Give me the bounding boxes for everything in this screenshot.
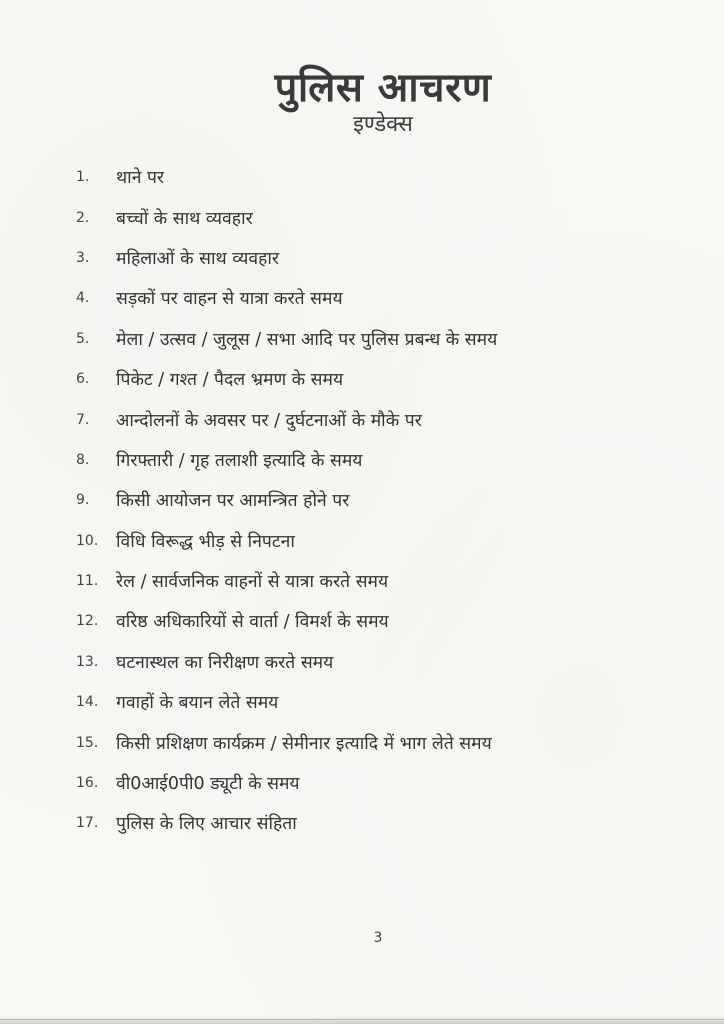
index-item-text: थाने पर: [116, 168, 165, 189]
index-item: [76, 682, 686, 722]
index-item-number: 14.: [76, 694, 99, 711]
index-item-number: 16.: [76, 775, 99, 792]
index-item-number: 5.: [76, 330, 90, 347]
index-item-number: 6.: [76, 371, 90, 388]
index-item: [76, 521, 686, 561]
index-item-text: रेल / सार्वजनिक वाहनों से यात्रा करते समय: [116, 572, 389, 593]
index-item-text: पुलिस के लिए आचार संहिता: [116, 814, 297, 835]
index-item-text: महिलाओं के साथ व्यवहार: [116, 248, 280, 269]
index-item: [76, 763, 686, 803]
page-number: 3: [373, 930, 383, 946]
index-item: [76, 399, 686, 439]
index-item: [76, 359, 686, 399]
index-item: [76, 480, 686, 520]
index-item-text: वी0आई0पी0 ड्यूटी के समय: [116, 774, 300, 795]
index-item: [76, 238, 686, 278]
scan-bottom-edge: [0, 1016, 724, 1024]
index-item-number: 1.: [76, 169, 90, 186]
page-title: पुलिस आचरण: [274, 65, 492, 111]
index-item-number: 15.: [76, 734, 99, 751]
index-item: [76, 642, 686, 682]
index-item-text: सड़कों पर वाहन से यात्रा करते समय: [116, 289, 343, 310]
index-item: [76, 278, 686, 318]
scan-edge-line: [0, 1019, 724, 1020]
index-item: [76, 197, 686, 237]
index-item-number: 12.: [76, 613, 99, 630]
page-subtitle: इण्डेक्स: [353, 112, 413, 137]
index-item: [76, 157, 686, 197]
index-item: [76, 601, 686, 641]
index-item-text: गवाहों के बयान लेते समय: [116, 693, 279, 714]
index-item: [76, 722, 686, 762]
index-item-number: 8.: [76, 451, 90, 468]
index-item-text: किसी प्रशिक्षण कार्यक्रम / सेमीनार इत्यादि में भाग लेते समय: [116, 733, 492, 754]
index-item-text: गिरफ्तारी / गृह तलाशी इत्यादि के समय: [116, 450, 363, 471]
index-item-number: 3.: [76, 249, 90, 266]
index-item: [76, 561, 686, 601]
index-item-text: पिकेट / गश्त / पैदल भ्रमण के समय: [116, 370, 344, 391]
index-item-text: घटनास्थल का निरीक्षण करते समय: [116, 652, 334, 673]
index-item-number: 13.: [76, 653, 99, 670]
index-list: [76, 157, 686, 844]
index-item-text: बच्चों के साथ व्यवहार: [116, 208, 253, 229]
index-item-number: 2.: [76, 209, 90, 226]
index-item-text: विधि विरूद्ध भीड़ से निपटना: [116, 531, 295, 552]
index-item-text: वरिष्ठ अधिकारियों से वार्ता / विमर्श के समय: [116, 612, 389, 633]
index-item: [76, 319, 686, 359]
index-item: [76, 440, 686, 480]
index-item-number: 7.: [76, 411, 90, 428]
index-item: [76, 803, 686, 843]
index-item-number: 17.: [76, 815, 99, 832]
index-item-number: 10.: [76, 532, 99, 549]
index-item-text: मेला / उत्सव / जुलूस / सभा आदि पर पुलिस प्रबन्ध के समय: [116, 329, 498, 350]
index-item-number: 9.: [76, 492, 90, 509]
index-item-number: 4.: [76, 290, 90, 307]
index-item-text: किसी आयोजन पर आमन्त्रित होने पर: [116, 491, 350, 512]
index-item-text: आन्दोलनों के अवसर पर / दुर्घटनाओं के मौके पर: [116, 410, 422, 431]
index-item-number: 11.: [76, 573, 99, 590]
